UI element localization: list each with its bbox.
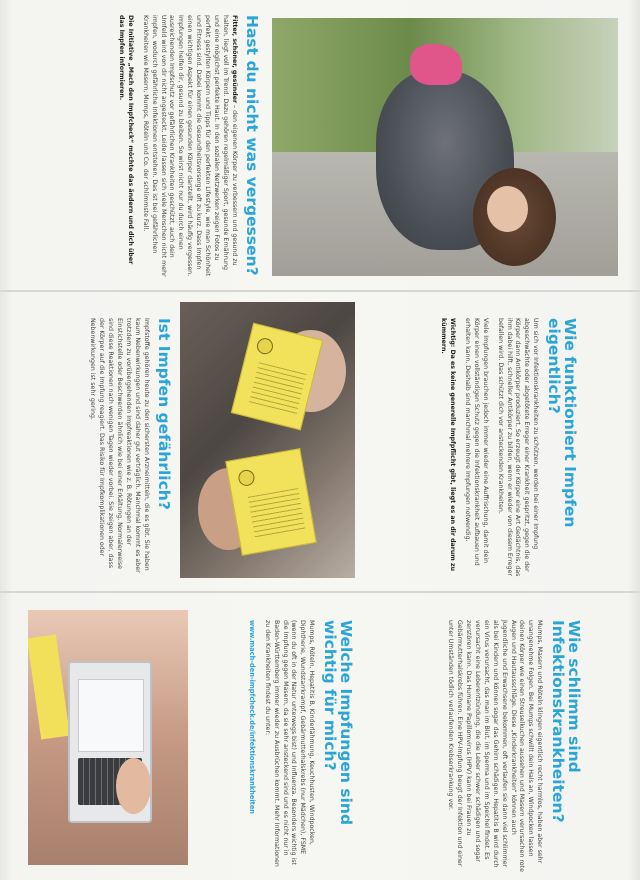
top-text: – den eigenen Körper zu verbessern und gesund zu halten, liegt voll im Trend. Dazu gehören regelmäßiger Sport, gesunde Ernährung und eine möglichst perfekte Haut. In den sozialen Netzwerken zeigen Fotos zu perfekt gestylten Körpern und Tipps für den perfekten Lifestyle, wie man Schönheit und Fitness sind. Dabei kommt die Gesundheitsvorsorge oft zu kurz. Dass Impfen einen wichtigen Aspekt für einen gesunden Körper darstellt, wird häufig vergessen. Impfungen helfen dir, gesund zu bleiben. So wirst nicht nur du durch einen ausreichenden Impfschutz vor gefährlichen Krankheiten geschützt, auch dein Umfeld wird von dir nicht angesteckt. Leider lassen sich viele Menschen nicht mehr impfen, wodurch gefährliche Infektionen entstehen. Das ist bei gefährlichen Krankheiten wie Masern, Mumps, Röteln und Co. der schlimmste Fall.	[141, 15, 238, 277]
welche-impfungen-text: Mumps, Röteln, Hepatitis B, Kinderlähmung, Keuchhusten, Windpocken, Diphtherie, Wundstarrkrampf, Gebärmutterhalskrebs (nur Mädchen), FSME (wenn du oft in der Natur unterwegs bist) und Influenza. Besonders wichtig ist die Impfung gegen Masern, da sie sehr ansteckend sind und es nicht nur in Baden-Württemberg immer wieder zu Ausbrüchen kommt. Mehr Informationen zu den Krankheiten findest du unter:	[263, 620, 316, 867]
funktioniert-text-1: Um sich vor Infektionskrankheiten zu schützen, werden bei einer Impfung abgeschwächte oder abgetötete Erreger einer Krankheit gespritzt, gegen die der Körper dann Antikörper produziert. So erzeugt der Körper eine Art Gedächtnis, das ihm dabei hilft, schneller Antikörper zu bilden, wenn er wieder von diesem Erreger befallen wird. Das schützt dich vor ansteckenden Krankheiten.	[496, 318, 540, 577]
panel-wie-funktioniert	[358, 318, 578, 583]
wichtig-text: Wichtig: Da es keine generelle Impfpflicht gibt, liegt es an dir darum zu kümmern.	[440, 318, 457, 572]
heading-wie-schlimm: Wie schlimm sind Infektionskrankheiten?	[548, 620, 583, 823]
wie-schlimm-text: Mumps, Masern und Röteln klingen eigentlich recht harmlos, haben aber sehr unangenehme Folgen. Bei Mumps schwillt dein Hals an, Windpocken lassen deinen Körper wie einen Streuselkuchen aussehen und Masern verursachen rote Augen und Hautausschläge. Diese „Kinderkrankheiten“ können auch Jugendliche und Erwachsene bekommen, oft verlaufen sie dann viel schlimmer als bei Kindern und können sogar das Gehirn schädigen. Hepatitis B wird durch ein Virus verursacht, das man im Blut, im Sperma und im Speichel findet. Es verursacht eine Leberentzündung, die die Leber schwer schädigen und sogar zerstören kann. Das Humane Papillomvirus (HPV) kann bei Frauen zu Gebärmutterhalskrebs führen. Eine HPV-Impfung beugt der Infektion und einer unter Umständen tödlich verlaufenden Krebserkrankung vor.	[447, 620, 544, 872]
top-lead: Fitter, schöner, gesünder	[230, 15, 238, 104]
top-paragraph	[140, 15, 238, 277]
panel-top	[0, 15, 268, 280]
infektionskrankheiten-link[interactable]: www.mach-den-impfcheck.de/infektionskrankheiten	[247, 620, 256, 814]
panel-impfen-gefaehrlich	[22, 318, 172, 583]
photo-vaccination-cards	[180, 302, 355, 578]
heading-vergessen: Hast du nicht was vergessen?	[243, 15, 261, 276]
heading-welche-impfungen: Welche Impfungen sind wichtig für mich?	[320, 620, 355, 826]
initiative-text: Die Initiative „Mach den Impfcheck“ möchte das ändern und dich über das Impfen informieren.	[118, 15, 134, 265]
panel-welche-impfungen	[204, 620, 354, 875]
panel-wie-schlimm	[357, 620, 582, 875]
photo-girl-tying-shoe	[272, 18, 618, 276]
fold-line	[0, 290, 640, 292]
heading-funktioniert: Wie funktioniert Impfen eigentlich?	[544, 318, 579, 528]
fold-line	[0, 591, 640, 593]
gefaehrlich-text: Impfstoffe gehören heute zu den sichersten Arzneimitteln, die es gibt. Sie haben kaum Nebenwirkungen und sind daher gut verträglich. Manchmal kommt es aber trotzdem zu vorübergehenden Impfreaktionen wie z. B. Rötungen an der Einstichstelle oder Beschwerden ähnlich wie bei einer Erkältung. Normalerweise sind diese Reaktionen nach wenigen Tagen wieder vorbei. Sie zeigen aber, dass der Körper auf die Impfung reagiert. Das Risiko für Impfkomplikationen oder Nebenwirkungen ist sehr gering.	[89, 318, 150, 573]
heading-gefaehrlich: Ist Impfen gefährlich?	[155, 318, 173, 510]
funktioniert-text-2: Viele Impfungen brauchen jedoch immer wieder eine Auffrischung, damit dein Körper einen vollständigen Schutz gegen die Infektionskrankheit aufbauen und erhalten kann. Deshalb sind manchmal mehrere Impfungen notwendig.	[464, 318, 489, 566]
photo-laptop	[28, 610, 188, 865]
top-text-block	[110, 15, 260, 277]
